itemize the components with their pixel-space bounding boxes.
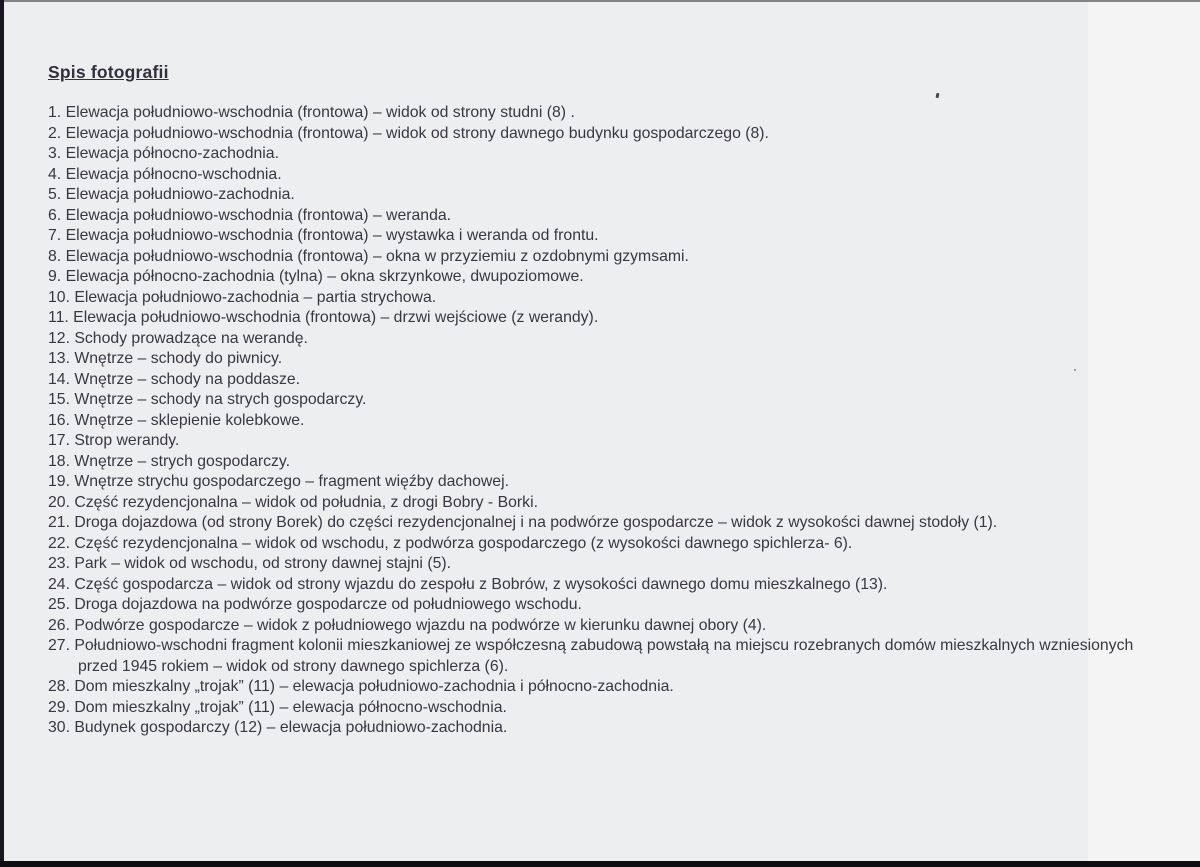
list-item: 27. Południowo-wschodni fragment kolonii mieszkaniowej ze współczesną zabudową powstałą na miejscu rozebranych domów mieszkalnych wzniesionych przed 1945 rokiem – widok od strony dawnego spichlerza (6). bbox=[48, 637, 1134, 675]
list-item: 17. Strop werandy. bbox=[48, 432, 180, 449]
list-item: 6. Elewacja południowo-wschodnia (frontowa) – weranda. bbox=[48, 206, 452, 224]
list-item: 24. Część gospodarcza – widok od strony wjazdu do zespołu z Bobrów, z wysokości dawnego domu mieszkalnego (13). bbox=[48, 575, 888, 593]
list-item: 11. Elewacja południowo-wschodnia (frontowa) – drzwi wejściowe (z werandy). bbox=[48, 309, 599, 326]
photo-list bbox=[48, 103, 1153, 739]
list-item: 30. Budynek gospodarczy (12) – elewacja południowo-zachodnia. bbox=[48, 719, 508, 736]
list-item: 19. Wnętrze strychu gospodarczego – fragment więźby dachowej. bbox=[48, 473, 509, 490]
list-item: 25. Droga dojazdowa na podwórze gospodarcze od południowego wschodu. bbox=[48, 596, 582, 613]
list-item: 10. Elewacja południowo-zachodnia – partia strychowa. bbox=[48, 288, 437, 306]
list-item: 18. Wnętrze – strych gospodarczy. bbox=[48, 452, 291, 470]
list-item: 3. Elewacja północno-zachodnia. bbox=[48, 145, 279, 162]
list-item: 4. Elewacja północno-wschodnia. bbox=[48, 165, 282, 183]
list-item: 5. Elewacja południowo-zachodnia. bbox=[48, 186, 295, 203]
list-item: 14. Wnętrze – schody na poddasze. bbox=[48, 370, 301, 388]
list-item: 29. Dom mieszkalny „trojak” (11) – elewacja północno-wschodnia. bbox=[48, 698, 507, 716]
list-item: 13. Wnętrze – schody do piwnicy. bbox=[48, 350, 283, 367]
list-item: 15. Wnętrze – schody na strych gospodarczy. bbox=[48, 391, 367, 408]
list-item: 12. Schody prowadzące na werandę. bbox=[48, 329, 308, 347]
document-content bbox=[48, 62, 1153, 739]
scan-edge-top bbox=[0, 0, 1200, 2]
list-item: 9. Elewacja północno-zachodnia (tylna) – okna skrzynkowe, dwupoziomowe. bbox=[48, 268, 584, 285]
list-item: 20. Część rezydencjonalna – widok od południa, z drogi Bobry - Borki. bbox=[48, 493, 538, 511]
list-item: 8. Elewacja południowo-wschodnia (frontowa) – okna w przyziemiu z ozdobnymi gzymsami. bbox=[48, 247, 689, 265]
list-item: 21. Droga dojazdowa (od strony Borek) do części rezydencjonalnej i na podwórze gospodarcze – widok z wysokości dawnej stodoły (1). bbox=[48, 514, 998, 531]
scan-edge-left bbox=[0, 0, 4, 867]
list-item: 26. Podwórze gospodarcze – widok z południowego wjazdu na podwórze w kierunku dawnej obory (4). bbox=[48, 616, 767, 634]
list-item: 16. Wnętrze – sklepienie kolebkowe. bbox=[48, 411, 305, 429]
scan-edge-bottom bbox=[0, 861, 1200, 867]
list-item: 28. Dom mieszkalny „trojak” (11) – elewacja południowo-zachodnia i północno-zachodnia. bbox=[48, 678, 674, 695]
list-item: 2. Elewacja południowo-wschodnia (frontowa) – widok od strony dawnego budynku gospodarczego (8). bbox=[48, 124, 769, 142]
list-item: 23. Park – widok od wschodu, od strony dawnej stajni (5). bbox=[48, 555, 452, 572]
list-item: 7. Elewacja południowo-wschodnia (frontowa) – wystawka i weranda od frontu. bbox=[48, 227, 599, 244]
list-item: 22. Część rezydencjonalna – widok od wschodu, z podwórza gospodarczego (z wysokości dawnego spichlerza- 6). bbox=[48, 534, 853, 552]
list-item: 1. Elewacja południowo-wschodnia (frontowa) – widok od strony studni (8) . bbox=[48, 104, 575, 121]
document-title: Spis fotografii bbox=[48, 62, 169, 82]
